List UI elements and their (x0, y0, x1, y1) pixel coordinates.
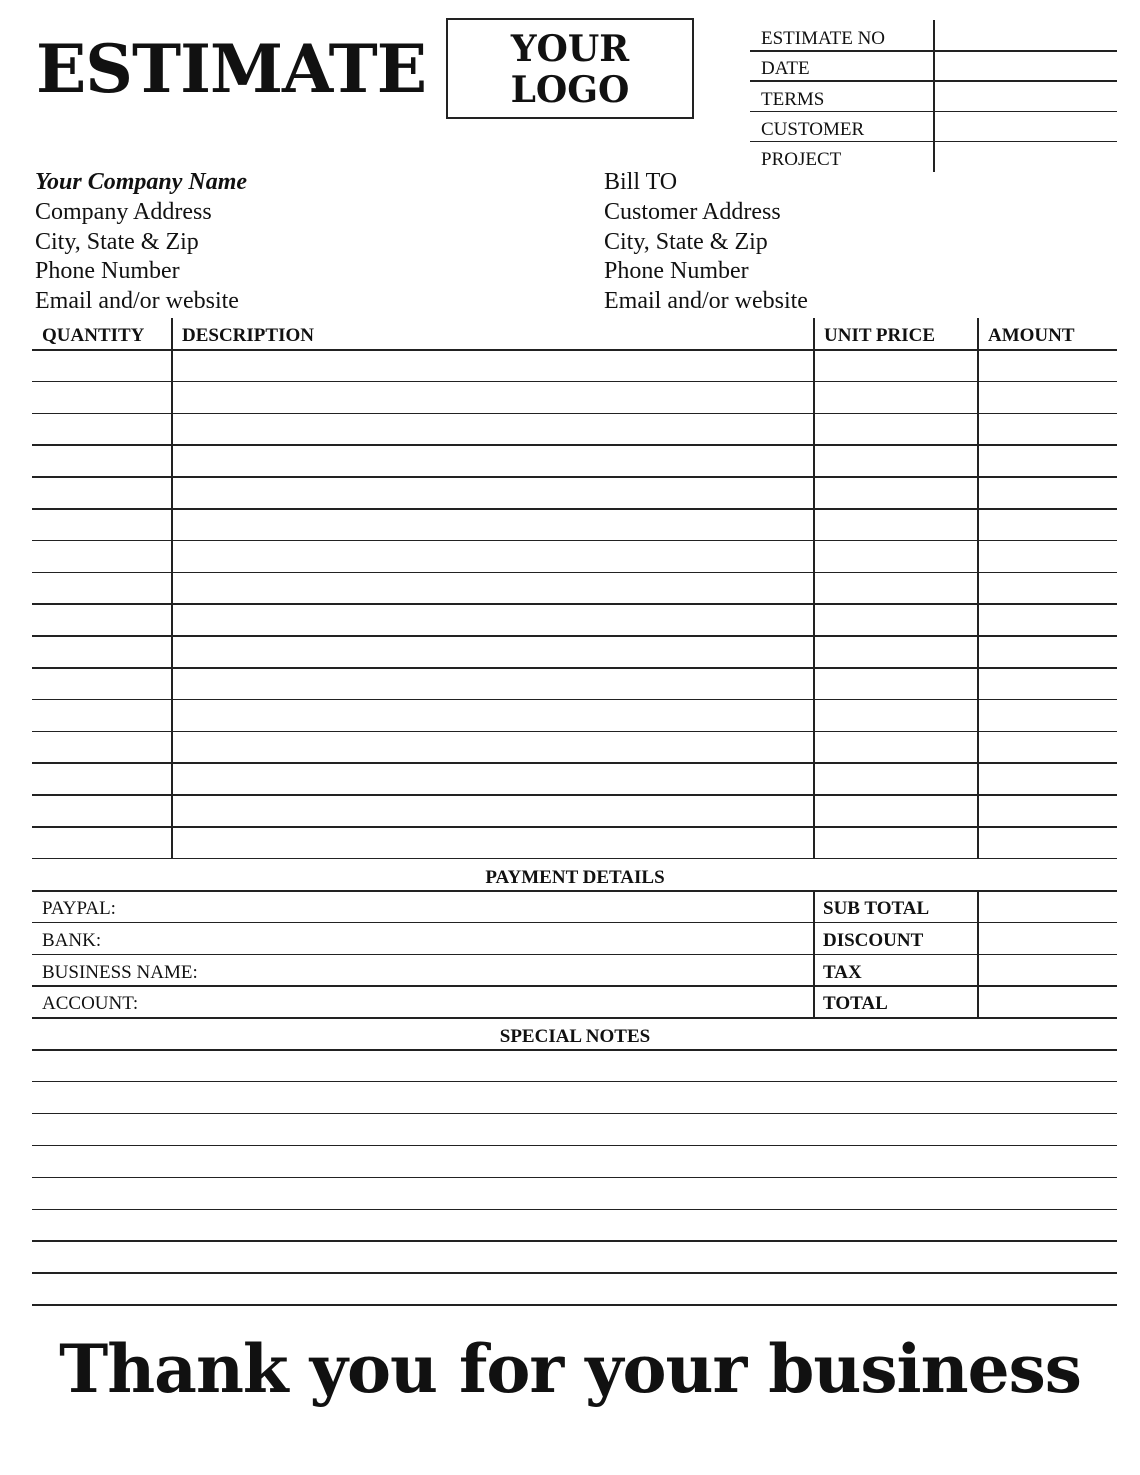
company-email: Email and/or website (35, 288, 239, 314)
quantity-cell[interactable] (33, 636, 170, 666)
payment-field-label: ACCOUNT: (42, 993, 139, 1015)
payment-details-heading: PAYMENT DETAILS (485, 867, 665, 888)
logo-placeholder (446, 18, 694, 119)
quantity-cell[interactable] (33, 350, 170, 380)
customer-phone: Phone Number (604, 258, 749, 284)
total-value-field[interactable] (979, 955, 1117, 985)
notes-input-line[interactable] (32, 1211, 1117, 1240)
amount-cell[interactable] (979, 477, 1117, 507)
quantity-cell[interactable] (33, 382, 170, 412)
payment-row-line (32, 1017, 1117, 1019)
unit-price-cell[interactable] (815, 636, 976, 666)
payment-row-line (32, 954, 1117, 956)
column-divider (171, 318, 173, 859)
customer-city: City, State & Zip (604, 229, 768, 255)
notes-input-line[interactable] (32, 1274, 1117, 1303)
description-cell[interactable] (173, 668, 812, 698)
total-label: SUB TOTAL (823, 898, 930, 919)
unit-price-cell[interactable] (815, 382, 976, 412)
amount-cell[interactable] (979, 827, 1117, 857)
description-cell[interactable] (173, 700, 812, 730)
quantity-cell[interactable] (33, 700, 170, 730)
document-title: ESTIMATE (36, 30, 427, 108)
special-notes-heading: SPECIAL NOTES (499, 1026, 651, 1047)
meta-label: TERMS (761, 88, 825, 110)
company-name: Your Company Name (35, 169, 248, 195)
description-cell[interactable] (173, 573, 812, 603)
company-address: Company Address (35, 199, 212, 225)
amount-cell[interactable] (979, 732, 1117, 762)
notes-input-line[interactable] (32, 1242, 1117, 1271)
total-label: TOTAL (823, 993, 888, 1015)
quantity-cell[interactable] (33, 477, 170, 507)
unit-price-cell[interactable] (815, 604, 976, 634)
quantity-cell[interactable] (33, 668, 170, 698)
unit-price-cell[interactable] (815, 509, 976, 539)
header-description: DESCRIPTION (182, 325, 314, 346)
column-divider (977, 890, 979, 1017)
payment-row-line (32, 890, 1117, 892)
quantity-cell[interactable] (33, 509, 170, 539)
description-cell[interactable] (173, 350, 812, 380)
customer-address: Customer Address (604, 199, 781, 225)
company-phone: Phone Number (35, 258, 180, 284)
unit-price-cell[interactable] (815, 763, 976, 793)
amount-cell[interactable] (979, 350, 1117, 380)
amount-cell[interactable] (979, 414, 1117, 444)
quantity-cell[interactable] (33, 763, 170, 793)
amount-cell[interactable] (979, 763, 1117, 793)
payment-row-line (32, 922, 1117, 924)
meta-value-field[interactable] (936, 22, 1116, 50)
meta-value-field[interactable] (936, 52, 1116, 80)
meta-label: ESTIMATE NO (761, 28, 886, 49)
meta-label: CUSTOMER (761, 118, 865, 140)
description-cell[interactable] (173, 795, 812, 825)
meta-value-field[interactable] (936, 143, 1116, 171)
meta-column-divider (933, 20, 935, 172)
thank-you-footer: Thank you for your business (59, 1330, 1081, 1408)
description-cell[interactable] (173, 763, 812, 793)
header-amount: AMOUNT (988, 325, 1075, 346)
unit-price-cell[interactable] (815, 477, 976, 507)
amount-cell[interactable] (979, 541, 1117, 571)
unit-price-cell[interactable] (815, 541, 976, 571)
meta-value-field[interactable] (936, 83, 1116, 111)
quantity-cell[interactable] (33, 732, 170, 762)
description-cell[interactable] (173, 477, 812, 507)
unit-price-cell[interactable] (815, 827, 976, 857)
table-row-line (32, 858, 1117, 860)
payment-field-label: BUSINESS NAME: (42, 961, 198, 983)
description-cell[interactable] (173, 509, 812, 539)
total-label: DISCOUNT (823, 929, 924, 951)
description-cell[interactable] (173, 827, 812, 857)
amount-cell[interactable] (979, 636, 1117, 666)
unit-price-cell[interactable] (815, 732, 976, 762)
meta-value-field[interactable] (936, 113, 1116, 141)
total-value-field[interactable] (979, 923, 1117, 953)
meta-label: DATE (761, 58, 810, 80)
unit-price-cell[interactable] (815, 795, 976, 825)
unit-price-cell[interactable] (815, 350, 976, 380)
notes-input-line[interactable] (32, 1147, 1117, 1176)
quantity-cell[interactable] (33, 445, 170, 475)
unit-price-cell[interactable] (815, 573, 976, 603)
description-cell[interactable] (173, 382, 812, 412)
description-cell[interactable] (173, 541, 812, 571)
quantity-cell[interactable] (33, 827, 170, 857)
meta-label: PROJECT (761, 149, 842, 171)
amount-cell[interactable] (979, 795, 1117, 825)
amount-cell[interactable] (979, 700, 1117, 730)
notes-input-line[interactable] (32, 1179, 1117, 1208)
column-divider (813, 890, 815, 1017)
total-value-field[interactable] (979, 891, 1117, 921)
description-cell[interactable] (173, 414, 812, 444)
description-cell[interactable] (173, 732, 812, 762)
notes-input-line[interactable] (32, 1115, 1117, 1144)
logo-line-2: LOGO (510, 69, 630, 111)
description-cell[interactable] (173, 604, 812, 634)
column-divider (977, 318, 979, 859)
quantity-cell[interactable] (33, 795, 170, 825)
amount-cell[interactable] (979, 668, 1117, 698)
amount-cell[interactable] (979, 604, 1117, 634)
notes-line (32, 1304, 1117, 1306)
description-cell[interactable] (173, 636, 812, 666)
bill-to-label: Bill TO (604, 169, 678, 195)
unit-price-cell[interactable] (815, 445, 976, 475)
quantity-cell[interactable] (33, 573, 170, 603)
amount-cell[interactable] (979, 445, 1117, 475)
logo-line-1: YOUR (510, 28, 630, 70)
notes-input-line[interactable] (32, 1083, 1117, 1112)
quantity-cell[interactable] (33, 604, 170, 634)
column-divider (813, 318, 815, 859)
payment-row-line (32, 985, 1117, 987)
quantity-cell[interactable] (33, 541, 170, 571)
amount-cell[interactable] (979, 382, 1117, 412)
amount-cell[interactable] (979, 509, 1117, 539)
quantity-cell[interactable] (33, 414, 170, 444)
customer-email: Email and/or website (604, 288, 808, 314)
payment-field-label: PAYPAL: (42, 898, 116, 919)
payment-field-label: BANK: (42, 929, 102, 951)
header-unit-price: UNIT PRICE (824, 325, 936, 346)
description-cell[interactable] (173, 445, 812, 475)
amount-cell[interactable] (979, 573, 1117, 603)
unit-price-cell[interactable] (815, 414, 976, 444)
total-value-field[interactable] (979, 986, 1117, 1016)
header-quantity: QUANTITY (42, 325, 145, 346)
notes-input-line[interactable] (32, 1051, 1117, 1080)
unit-price-cell[interactable] (815, 668, 976, 698)
total-label: TAX (823, 961, 862, 983)
unit-price-cell[interactable] (815, 700, 976, 730)
company-city: City, State & Zip (35, 229, 199, 255)
